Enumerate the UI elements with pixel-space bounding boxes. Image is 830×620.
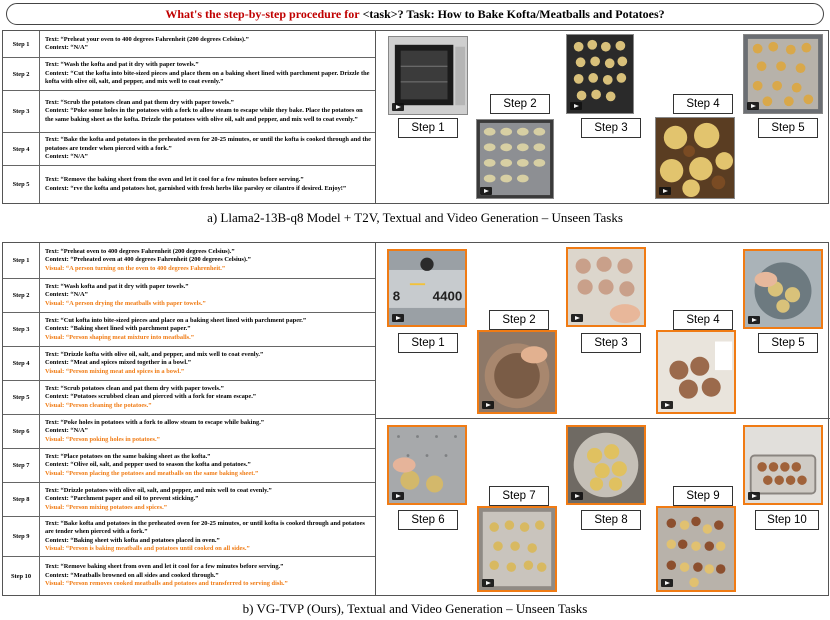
panel-b-caption: b) VG-TVP (Ours), Textual and Video Generation – Unseen Tasks	[242, 601, 588, 616]
video-frame-oven-panel[interactable]	[387, 249, 467, 327]
step-visual: Visual: “Person mixing meat and spices in a bowl.”	[45, 367, 185, 375]
video-frame-shaping-patties[interactable]	[566, 247, 646, 327]
step-label: Step 8	[3, 483, 40, 516]
step-label-box: Step 8	[581, 510, 641, 530]
video-frame-oven[interactable]	[388, 36, 468, 115]
panel-a-step-table	[3, 31, 376, 203]
step-text: Text: “Scrub the potatoes clean and pat them dry with paper towels.”	[45, 98, 234, 106]
panel-a	[2, 30, 829, 204]
video-frame-poking-potatoes[interactable]	[387, 425, 467, 505]
play-icon	[661, 401, 673, 409]
table-row	[3, 381, 375, 415]
video-frame-serving-dish[interactable]	[743, 425, 823, 505]
video-frame-baked-tray[interactable]	[656, 506, 736, 592]
step-label: Step 10	[3, 557, 40, 595]
step-label: Step 1	[3, 31, 40, 57]
step-visual: Visual: “A person drying the meatballs with paper towels.”	[45, 299, 206, 307]
table-row	[3, 279, 375, 313]
panel-b-divider	[376, 418, 830, 419]
step-label-box: Step 1	[398, 333, 458, 353]
step-label: Step 2	[3, 58, 40, 90]
step-visual: Visual: “Person poking holes in potatoes.”	[45, 435, 160, 443]
step-context: Context: “Poke some holes in the potatoes with a fork to allow steam to escape while they bake. Place the potatoes on the same baking sheet as the kofta. Drizzle the potatoes with olive oil, salt and pepper, and mix well to coat evenly.”	[45, 107, 363, 123]
step-label: Step 7	[3, 449, 40, 482]
step-label-box: Step 2	[490, 94, 550, 114]
step-text: Text: “Remove the baking sheet from the oven and let it cool for a few minutes before serving.”	[45, 176, 304, 184]
step-context: Context: “Baking sheet with kofta and potatoes placed in oven.”	[45, 536, 220, 544]
step-context: Context: “rve the kofta and potatoes hot, garnished with fresh herbs like parsley or cilantro if desired. Enjoy!”	[45, 184, 347, 192]
step-text: Text: “Preheat oven to 400 degrees Fahrenheit (200 degrees Celsius).”	[45, 247, 235, 255]
play-icon	[480, 187, 492, 195]
step-text: Text: “Drizzle kofta with olive oil, salt, and pepper, and mix well to coat evenly.”	[45, 350, 264, 358]
panel-a-caption: a) Llama2-13B-q8 Model + T2V, Textual and Video Generation – Unseen Tasks	[207, 210, 623, 225]
step-context: Context: “N/A”	[45, 44, 88, 51]
video-frame-potatoes-tray[interactable]	[566, 34, 634, 114]
step-visual: Visual: “Person cleaning the potatoes.”	[45, 401, 152, 409]
step-text: Text: “Wash the kofta and pat it dry with paper towels.”	[45, 61, 199, 69]
panel-b-step-table	[3, 243, 376, 595]
step-label-box: Step 2	[489, 310, 549, 330]
play-icon	[747, 102, 759, 110]
video-frame-meat-mixture[interactable]	[477, 330, 557, 414]
step-context: Context: “Preheated oven at 400 degrees Fahrenheit (200 degrees Celsius).”	[45, 256, 251, 264]
video-frame-cleaning-potatoes[interactable]	[743, 249, 823, 329]
play-icon	[748, 316, 760, 324]
video-frame-roasted-closeup[interactable]	[655, 117, 735, 199]
step-context: Context: “N/A”	[45, 427, 88, 435]
video-frame-baked-potatoes[interactable]	[743, 34, 823, 114]
step-text: Text: “Cut kofta into bite-sized pieces and place on a baking sheet lined with parchment paper.”	[45, 316, 307, 324]
play-icon	[482, 401, 494, 409]
step-context: Context: “Meat and spices mixed together in a bowl.”	[45, 359, 191, 367]
play-icon	[661, 579, 673, 587]
step-label: Step 9	[3, 517, 40, 556]
table-row	[3, 91, 375, 133]
step-context: Context: “Cut the kofta into bite-sized pieces and place them on a baking sheet lined with parchment paper. Drizzle the kofta with olive oil, salt, and pepper, and mix well to coat evenly.”	[45, 69, 370, 86]
play-icon	[659, 187, 671, 195]
table-row	[3, 449, 375, 483]
step-label: Step 6	[3, 415, 40, 448]
step-text: Text: “Drizzle potatoes with olive oil, salt, and pepper, and mix well to coat evenly.”	[45, 486, 272, 494]
svg-text:8: 8	[392, 288, 401, 304]
video-frame-potatoes-bowl[interactable]	[566, 425, 646, 505]
svg-text:4400: 4400	[432, 288, 463, 304]
step-context: Context: “Potatoes scrubbed clean and pierced with a fork for steam escape.”	[45, 393, 256, 401]
table-row	[3, 58, 375, 91]
step-context: Context: “N/A”	[45, 153, 88, 161]
step-visual: Visual: “Person mixing potatoes and spices.”	[45, 503, 167, 511]
step-label: Step 3	[3, 313, 40, 346]
step-label-box: Step 1	[398, 118, 458, 138]
step-context: Context: “N/A”	[45, 291, 88, 299]
step-label-box: Step 6	[398, 510, 458, 530]
step-visual: Visual: “Person is baking meatballs and potatoes until cooked on all sides.”	[45, 544, 250, 552]
step-label-box: Step 3	[581, 333, 641, 353]
video-frame-potatoes-on-sheet[interactable]	[477, 506, 557, 592]
step-label-box: Step 9	[673, 486, 733, 506]
question-header	[6, 3, 824, 25]
step-visual: Visual: “Person placing the potatoes and meatballs on the same baking sheet.”	[45, 469, 259, 477]
step-text: Text: “Wash kofta and pat it dry with paper towels.”	[45, 282, 189, 290]
step-text: Text: “Scrub potatoes clean and pat them dry with paper towels.”	[45, 384, 224, 392]
play-icon	[392, 492, 404, 500]
play-icon	[748, 492, 760, 500]
step-text: Text: “Preheat your oven to 400 degrees Fahrenheit (200 degrees Celsius).”	[45, 35, 249, 43]
table-row	[3, 415, 375, 449]
play-icon	[570, 102, 582, 110]
question-task: <task>? Task: How to Bake Kofta/Meatballs and Potatoes?	[362, 6, 665, 21]
question-prompt: What's the step-by-step procedure for	[165, 6, 360, 21]
video-frame-kofta-rows[interactable]	[476, 119, 554, 199]
table-row	[3, 557, 375, 595]
step-context: Context: “Baking sheet lined with parchment paper.”	[45, 325, 191, 333]
step-visual: Visual: “Person removes cooked meatballs and potatoes and transferred to serving dish.”	[45, 580, 288, 588]
table-row	[3, 517, 375, 557]
video-frame-meatballs-bowl[interactable]	[656, 330, 736, 414]
table-row	[3, 483, 375, 517]
table-row	[3, 133, 375, 166]
step-label: Step 5	[3, 381, 40, 414]
step-context: Context: “Olive oil, salt, and pepper used to season the kofta and potatoes.”	[45, 461, 251, 469]
step-text: Text: “Bake the kofta and potatoes in the preheated oven for 20-25 minutes, or until the kofta is cooked through and the potatoes are tender when pierced with a fork.”	[45, 136, 371, 152]
step-label: Step 1	[3, 243, 40, 278]
step-label-box: Step 4	[673, 94, 733, 114]
step-text: Text: “Place potatoes on the same baking sheet as the kofta.”	[45, 452, 211, 460]
step-label: Step 5	[3, 166, 40, 203]
step-text: Text: “Poke holes in potatoes with a fork to allow steam to escape while baking.”	[45, 418, 264, 426]
table-row	[3, 31, 375, 58]
step-label: Step 4	[3, 133, 40, 165]
step-label-box: Step 5	[758, 118, 818, 138]
play-icon	[392, 314, 404, 322]
step-label: Step 2	[3, 279, 40, 312]
step-context: Context: “Parchment paper and oil to prevent sticking.”	[45, 495, 199, 503]
table-row	[3, 166, 375, 203]
step-label: Step 4	[3, 347, 40, 380]
table-row	[3, 313, 375, 347]
step-label-box: Step 4	[673, 310, 733, 330]
step-text: Text: “Remove baking sheet from oven and let it cool for a few minutes before serving.”	[45, 563, 284, 571]
step-label-box: Step 5	[758, 333, 818, 353]
play-icon	[482, 579, 494, 587]
step-label-box: Step 7	[489, 486, 549, 506]
play-icon	[571, 314, 583, 322]
step-label: Step 3	[3, 91, 40, 132]
panel-b	[2, 242, 829, 596]
step-context: Context: “Meatballs browned on all sides and cooked through.”	[45, 571, 219, 579]
play-icon	[392, 103, 404, 111]
step-label-box: Step 3	[581, 118, 641, 138]
table-row	[3, 347, 375, 381]
step-visual: Visual: “A person turning on the oven to 400 degrees Fahrenheit.”	[45, 264, 226, 272]
step-visual: Visual: “Person shaping meat mixture into meatballs.”	[45, 333, 194, 341]
play-icon	[571, 492, 583, 500]
step-label-box: Step 10	[755, 510, 819, 530]
step-text: Text: “Bake kofta and potatoes in the preheated oven for 20-25 minutes, or until kofta is cooked through and potatoes are tender when pierced with a fork.”	[45, 519, 365, 536]
table-row	[3, 243, 375, 279]
